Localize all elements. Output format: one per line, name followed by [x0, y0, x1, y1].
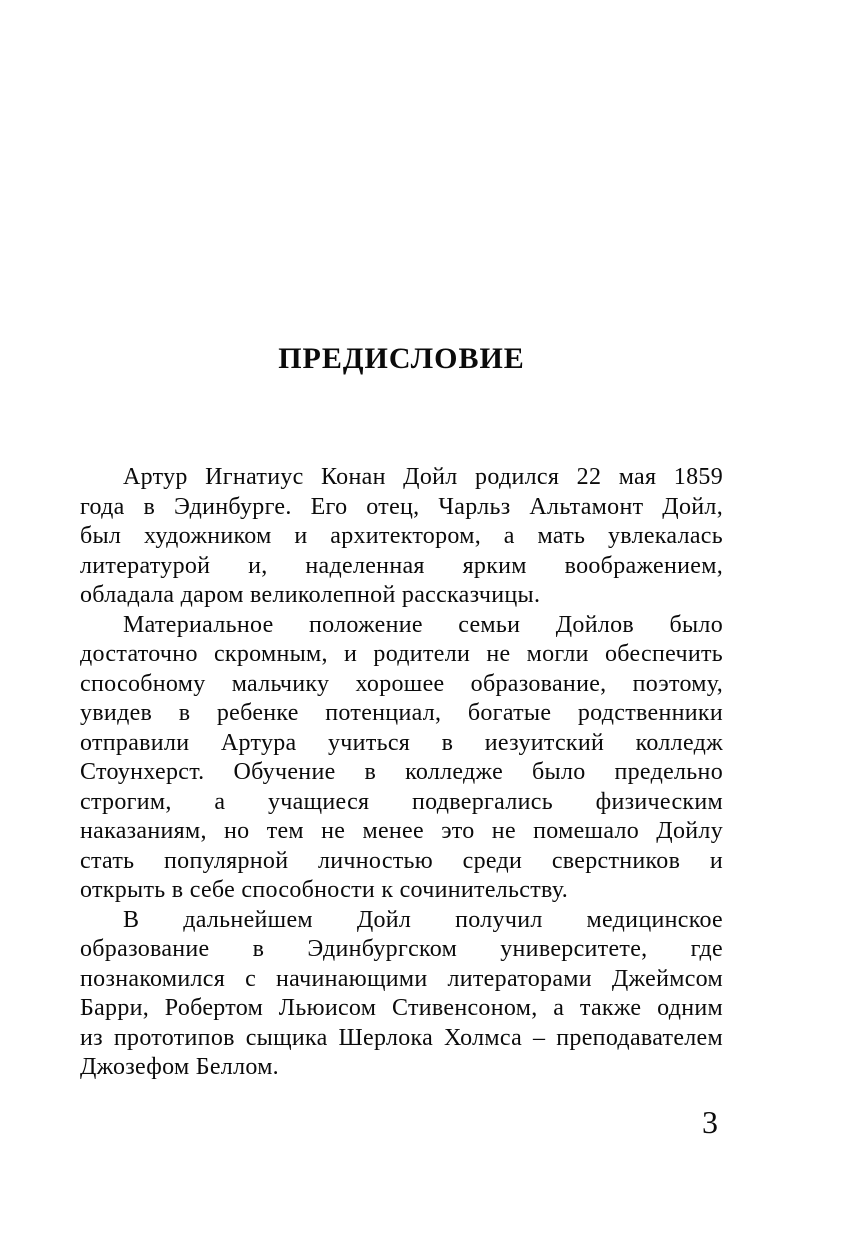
text-line: Материальное положение семьи Дойлов было — [123, 611, 723, 638]
text-line: достаточно скромным, и родители не могли обеспечить — [80, 641, 723, 667]
text-line: наказаниям, но тем не менее это не помешало Дойлу — [80, 818, 723, 844]
text-line: Джозефом Беллом. — [80, 1054, 279, 1080]
text-line: из прототипов сыщика Шерлока Холмса – преподавателем — [80, 1024, 723, 1051]
text-line: был художником и архитектором, а мать увлекалась — [80, 523, 723, 549]
text-line: обладала даром великолепной рассказчицы. — [80, 582, 541, 608]
text-line: строгим, а учащиеся подвергались физическим — [80, 788, 723, 815]
text-line: увидев в ребенке потенциал, богатые родственники — [80, 700, 723, 726]
paragraph — [80, 906, 723, 1083]
text-line: образование в Эдинбургском университете, где — [80, 936, 723, 962]
text-line: Барри, Робертом Льюисом Стивенсоном, а также одним — [80, 995, 723, 1021]
text-line: открыть в себе способности к сочинительству. — [80, 877, 569, 903]
text-line: стать популярной личностью среди сверстников и — [80, 847, 723, 874]
text-body — [80, 463, 723, 1083]
text-line: года в Эдинбурге. Его отец, Чарльз Альтамонт Дойл, — [80, 493, 723, 520]
text-line: литературой и, наделенная ярким воображением, — [80, 552, 723, 579]
text-line: отправили Артура учиться в иезуитский колледж — [80, 729, 723, 756]
paragraph — [80, 463, 723, 611]
page-number: 3 — [702, 1104, 718, 1140]
text-line: Артур Игнатиус Конан Дойл родился 22 мая 1859 — [123, 464, 723, 490]
text-line: Стоунхерст. Обучение в колледже было предельно — [80, 759, 723, 785]
chapter-title: ПРЕДИСЛОВИЕ — [278, 342, 525, 375]
text-line: способному мальчику хорошее образование, поэтому, — [80, 670, 723, 697]
text-line: В дальнейшем Дойл получил медицинское — [123, 906, 723, 933]
text-line: познакомился с начинающими литераторами Джеймсом — [80, 965, 723, 992]
paragraph — [80, 611, 723, 906]
